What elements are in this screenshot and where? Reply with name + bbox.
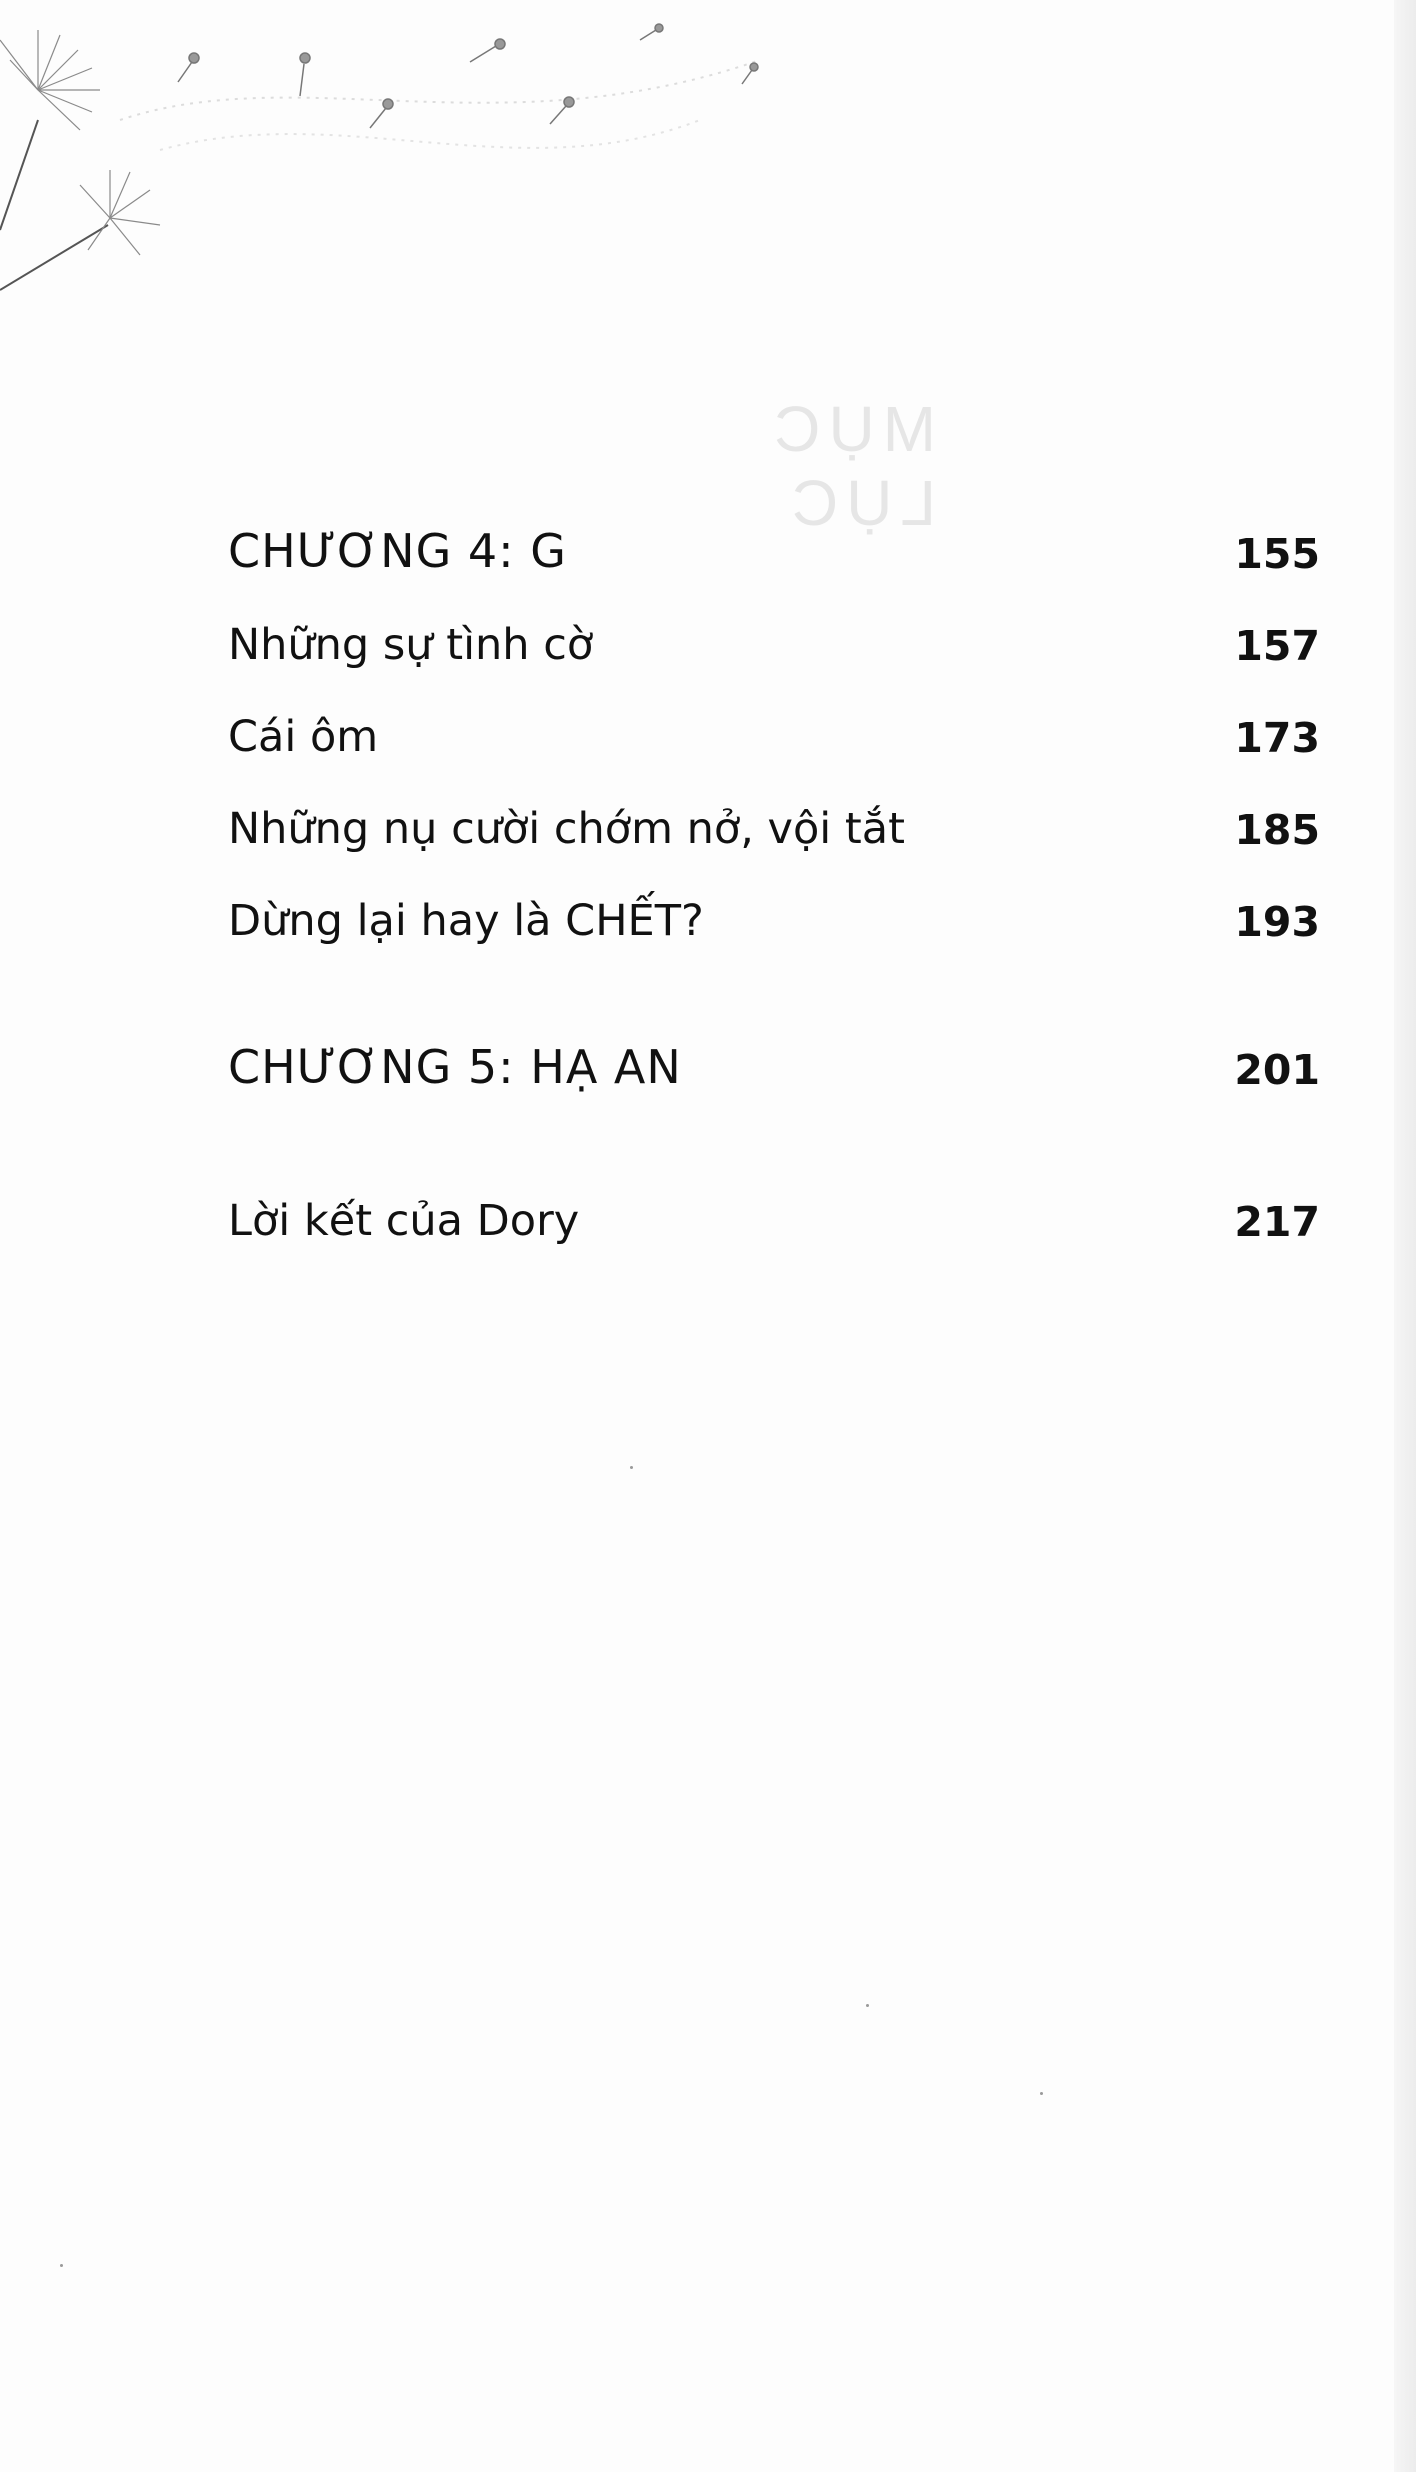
- floating-seeds: [178, 24, 758, 128]
- page-edge-shadow: [1394, 0, 1416, 2472]
- scan-speck: [60, 2264, 63, 2267]
- toc-page-number: 217: [1234, 1198, 1320, 1246]
- toc-page-number: 185: [1234, 806, 1320, 854]
- scan-speck: [1040, 2092, 1043, 2095]
- toc-chapter-row: [228, 520, 1320, 584]
- dandelion-stem: [0, 225, 108, 290]
- toc-page-number: 155: [1234, 530, 1320, 578]
- toc-section-row: [228, 796, 1320, 860]
- toc-chapter-row: [228, 1036, 1320, 1100]
- toc-page-number: 157: [1234, 622, 1320, 670]
- dandelion-head: [80, 170, 160, 255]
- toc-page-number: 173: [1234, 714, 1320, 762]
- toc-section-title: Những sự tình cờ: [228, 620, 594, 670]
- toc-section-row: [228, 1188, 1320, 1252]
- toc-chapter-title: CHƯƠNG 5: HẠ AN: [228, 1040, 682, 1094]
- scan-speck: [630, 1466, 633, 1469]
- toc-section-row: [228, 888, 1320, 952]
- toc-page-number: 193: [1234, 898, 1320, 946]
- toc-section-row: [228, 704, 1320, 768]
- toc-section-title: Những nụ cười chớm nở, vội tắt: [228, 804, 905, 854]
- scan-speck: [866, 2004, 869, 2007]
- toc-section-row: [228, 612, 1320, 676]
- dandelion-head: [0, 30, 100, 130]
- dandelion-stem: [0, 120, 38, 230]
- toc-page-number: 201: [1234, 1046, 1320, 1094]
- show-through-heading: MỤC LỤC: [766, 393, 936, 539]
- toc-chapter-title: CHƯƠNG 4: G: [228, 524, 567, 578]
- toc-section-title: Dừng lại hay là CHẾT?: [228, 896, 704, 946]
- toc-section-title: Lời kết của Dory: [228, 1196, 580, 1246]
- dandelion-illustration: [0, 0, 820, 320]
- toc-section-title: Cái ôm: [228, 712, 379, 762]
